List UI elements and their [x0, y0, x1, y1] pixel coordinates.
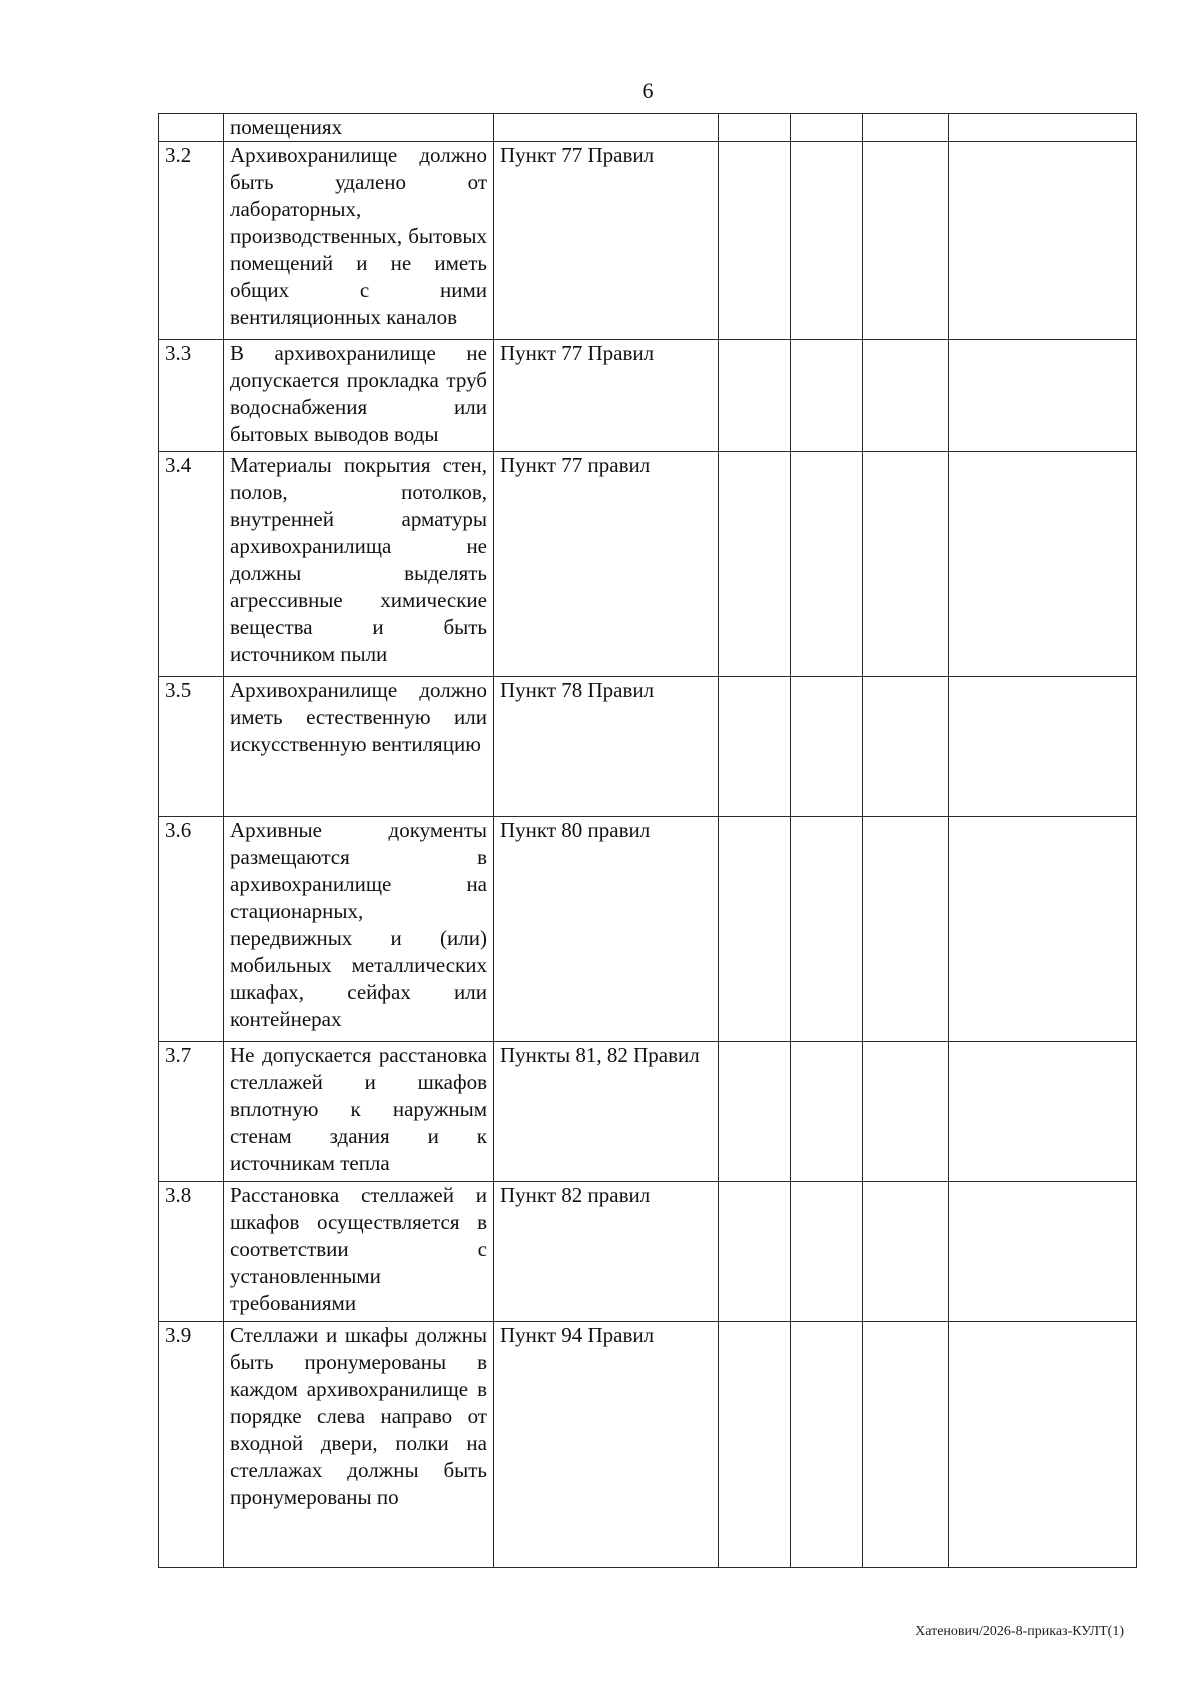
- empty-cell: [863, 114, 949, 142]
- row-number: 3.6: [159, 817, 224, 1042]
- row-number: 3.3: [159, 340, 224, 452]
- empty-cell: [949, 1042, 1137, 1182]
- empty-cell: [719, 452, 791, 677]
- row-number: 3.7: [159, 1042, 224, 1182]
- empty-cell: [949, 114, 1137, 142]
- reference-cell: [494, 114, 719, 142]
- table-row: [159, 1042, 1137, 1182]
- empty-cell: [719, 817, 791, 1042]
- table-row: [159, 142, 1137, 340]
- reference-cell: Пункт 82 правил: [494, 1182, 719, 1322]
- requirement-cell: Расстановка стеллажей и шкафов осуществляется в соответствии с установленными требованиями: [224, 1182, 494, 1322]
- reference-cell: Пункт 77 Правил: [494, 340, 719, 452]
- reference-cell: Пункт 77 правил: [494, 452, 719, 677]
- empty-cell: [719, 1322, 791, 1568]
- empty-cell: [719, 142, 791, 340]
- empty-cell: [791, 340, 863, 452]
- empty-cell: [863, 1322, 949, 1568]
- table-row: [159, 677, 1137, 817]
- empty-cell: [949, 1182, 1137, 1322]
- empty-cell: [791, 1042, 863, 1182]
- table-row: [159, 452, 1137, 677]
- requirement-cell: Архивохранилище должно быть удалено от лабораторных, производственных, бытовых помещений и не иметь общих с ними вентиляционных каналов: [224, 142, 494, 340]
- reference-cell: Пункт 94 Правил: [494, 1322, 719, 1568]
- reference-cell: Пункт 78 Правил: [494, 677, 719, 817]
- row-number: 3.2: [159, 142, 224, 340]
- reference-cell: Пункт 80 правил: [494, 817, 719, 1042]
- empty-cell: [949, 1322, 1137, 1568]
- table-row: [159, 114, 1137, 142]
- row-number: [159, 114, 224, 142]
- empty-cell: [791, 142, 863, 340]
- empty-cell: [949, 817, 1137, 1042]
- empty-cell: [863, 340, 949, 452]
- table-row: [159, 1322, 1137, 1568]
- table-row: [159, 1182, 1137, 1322]
- empty-cell: [791, 452, 863, 677]
- row-number: 3.9: [159, 1322, 224, 1568]
- empty-cell: [791, 1322, 863, 1568]
- empty-cell: [949, 452, 1137, 677]
- empty-cell: [719, 677, 791, 817]
- empty-cell: [949, 677, 1137, 817]
- table-row: [159, 340, 1137, 452]
- empty-cell: [719, 114, 791, 142]
- row-number: 3.8: [159, 1182, 224, 1322]
- empty-cell: [791, 677, 863, 817]
- row-number: 3.5: [159, 677, 224, 817]
- empty-cell: [791, 1182, 863, 1322]
- requirement-cell: Не допускается расстановка стеллажей и шкафов вплотную к наружным стенам здания и к источникам тепла: [224, 1042, 494, 1182]
- empty-cell: [863, 677, 949, 817]
- empty-cell: [863, 1042, 949, 1182]
- requirement-cell: Материалы покрытия стен, полов, потолков, внутренней арматуры архивохранилища не должны выделять агрессивные химические вещества и быть источником пыли: [224, 452, 494, 677]
- empty-cell: [863, 452, 949, 677]
- table-row: [159, 817, 1137, 1042]
- empty-cell: [863, 1182, 949, 1322]
- requirement-cell: Архивные документы размещаются в архивохранилище на стационарных, передвижных и (или) мобильных металлических шкафах, сейфах или контейнерах: [224, 817, 494, 1042]
- empty-cell: [719, 1182, 791, 1322]
- empty-cell: [791, 114, 863, 142]
- reference-cell: Пункт 77 Правил: [494, 142, 719, 340]
- empty-cell: [719, 1042, 791, 1182]
- empty-cell: [791, 817, 863, 1042]
- page-number: 6: [642, 78, 654, 103]
- requirement-cell: В архивохранилище не допускается прокладка труб водоснабжения или бытовых выводов воды: [224, 340, 494, 452]
- requirement-cell: Архивохранилище должно иметь естественную или искусственную вентиляцию: [224, 677, 494, 817]
- requirement-cell: помещениях: [224, 114, 494, 142]
- empty-cell: [863, 817, 949, 1042]
- reference-cell: Пункты 81, 82 Правил: [494, 1042, 719, 1182]
- empty-cell: [719, 340, 791, 452]
- document-footer: Хатенович/2026-8-приказ-КУЛТ(1): [915, 1624, 1124, 1639]
- row-number: 3.4: [159, 452, 224, 677]
- requirements-table: [158, 113, 1137, 1568]
- empty-cell: [863, 142, 949, 340]
- requirement-cell: Стеллажи и шкафы должны быть пронумерованы в каждом архивохранилище в порядке слева направо от входной двери, полки на стеллажах должны быть пронумерованы по: [224, 1322, 494, 1568]
- empty-cell: [949, 340, 1137, 452]
- empty-cell: [949, 142, 1137, 340]
